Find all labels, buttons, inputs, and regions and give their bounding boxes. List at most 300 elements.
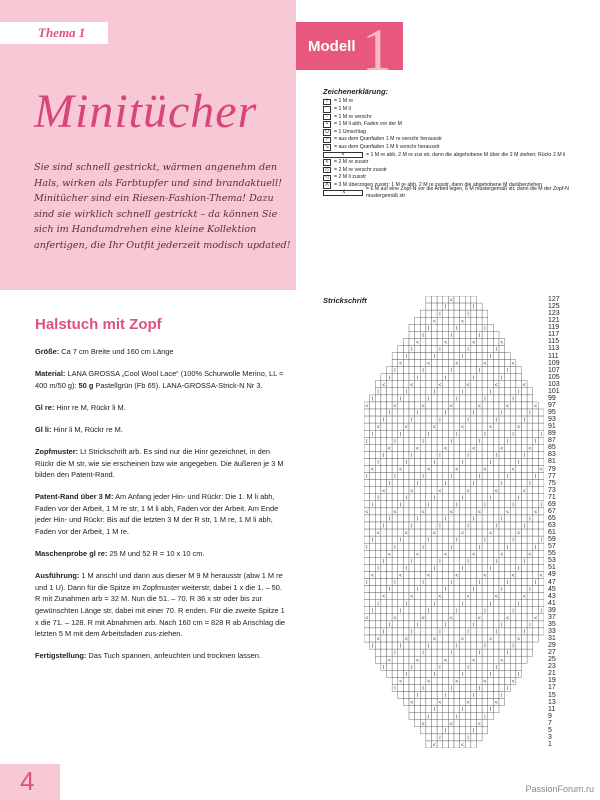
row-number: 39 bbox=[548, 606, 556, 614]
chart-cell bbox=[420, 699, 426, 706]
chart-cell bbox=[471, 607, 477, 614]
chart-cell bbox=[437, 684, 443, 691]
chart-symbol: I bbox=[472, 693, 475, 700]
chart-symbol: I bbox=[529, 481, 531, 488]
chart-cell bbox=[522, 607, 528, 614]
chart-cell bbox=[375, 501, 381, 508]
chart-cell bbox=[387, 487, 393, 494]
chart-cell bbox=[471, 642, 477, 649]
chart-symbol: < bbox=[365, 403, 369, 410]
chart-cell bbox=[460, 593, 466, 600]
chart-cell bbox=[432, 543, 438, 550]
chart-symbol: I bbox=[439, 735, 441, 742]
chart-cell bbox=[409, 409, 415, 416]
chart-cell bbox=[375, 444, 381, 451]
chart-cell bbox=[477, 480, 483, 487]
chart-cell bbox=[493, 649, 499, 656]
chart-cell bbox=[471, 487, 477, 494]
chart-cell bbox=[448, 494, 454, 501]
chart-symbol: I bbox=[388, 516, 391, 523]
chart-cell bbox=[392, 607, 398, 614]
chart-cell bbox=[488, 515, 494, 522]
chart-cell bbox=[471, 734, 477, 741]
chart-symbol: < bbox=[449, 509, 453, 516]
chart-cell bbox=[499, 451, 505, 458]
chart-cell bbox=[493, 466, 499, 473]
chart-cell bbox=[392, 430, 398, 437]
chart-cell bbox=[477, 628, 483, 635]
chart-cell bbox=[420, 466, 426, 473]
chart-cell bbox=[488, 381, 494, 388]
chart-symbol: I bbox=[495, 347, 497, 353]
chart-cell bbox=[527, 642, 533, 649]
chart-cell bbox=[387, 579, 396, 587]
chart-cell bbox=[403, 692, 409, 699]
chart-cell bbox=[527, 430, 533, 437]
chart-cell bbox=[527, 437, 533, 444]
chart-cell bbox=[477, 564, 483, 571]
chart-cell bbox=[375, 656, 381, 663]
chart-cell bbox=[370, 515, 376, 522]
chart-cell bbox=[516, 550, 522, 557]
chart-cell bbox=[381, 458, 387, 465]
chart-symbol: I bbox=[467, 417, 469, 424]
chart-cell bbox=[437, 670, 443, 677]
row-number: 73 bbox=[548, 486, 556, 494]
chart-cell bbox=[448, 324, 454, 331]
legend-row bbox=[323, 98, 588, 106]
chart-cell bbox=[375, 416, 381, 423]
chart-symbol: < bbox=[415, 339, 419, 346]
chart-cell bbox=[432, 656, 438, 663]
chart-symbol: I bbox=[450, 332, 452, 339]
instruction-paragraph bbox=[35, 424, 287, 436]
chart-cell bbox=[471, 543, 477, 550]
chart-cell bbox=[465, 437, 471, 444]
chart-symbol: I bbox=[444, 622, 447, 629]
chart-symbol: I bbox=[439, 558, 441, 565]
chart-cell bbox=[516, 649, 522, 656]
chart-cell bbox=[471, 663, 477, 670]
chart-cell bbox=[443, 635, 449, 642]
chart-symbol: < bbox=[370, 573, 374, 579]
chart-symbol: I bbox=[416, 481, 419, 488]
chart-cell bbox=[538, 579, 544, 586]
chart-cell bbox=[477, 338, 483, 345]
chart-cell bbox=[488, 656, 494, 663]
row-numbers bbox=[548, 296, 578, 748]
chart-symbol: I bbox=[416, 693, 419, 700]
chart-symbol: I bbox=[439, 523, 441, 530]
legend-symbol-icon: ◁ bbox=[323, 175, 331, 182]
chart-cell bbox=[471, 670, 477, 677]
chart-cell bbox=[409, 550, 415, 557]
chart-title: Strickschrift bbox=[323, 296, 367, 305]
chart-cell bbox=[522, 529, 528, 536]
paragraph-label: Ausführung: bbox=[35, 571, 80, 581]
chart-cell bbox=[409, 501, 415, 508]
chart-cell bbox=[415, 416, 421, 423]
legend-text: = 2 M li zusstr bbox=[334, 174, 367, 181]
chart-cell bbox=[471, 494, 477, 501]
chart-symbol: < bbox=[472, 445, 476, 452]
chart-cell bbox=[493, 656, 499, 663]
chart-cell bbox=[454, 402, 460, 409]
chart-symbol: < bbox=[483, 467, 487, 474]
chart-cell bbox=[460, 614, 466, 621]
chart-symbol: I bbox=[501, 693, 503, 700]
legend-text: = 1 M li bbox=[334, 105, 351, 112]
chart-cell bbox=[471, 345, 477, 352]
chart-cell bbox=[527, 494, 533, 501]
chart-cell bbox=[538, 557, 544, 564]
chart-cell bbox=[505, 423, 511, 430]
chart-cell bbox=[381, 649, 387, 656]
chart-cell bbox=[381, 543, 387, 550]
chart-symbol: I bbox=[411, 523, 413, 530]
chart-symbol: < bbox=[517, 530, 521, 537]
chart-cell bbox=[432, 402, 438, 409]
chart-cell bbox=[505, 388, 511, 395]
chart-cell bbox=[398, 522, 404, 529]
chart-symbol: < bbox=[399, 573, 403, 579]
chart-cell bbox=[392, 374, 398, 381]
chart-cell bbox=[454, 692, 460, 699]
chart-cell bbox=[432, 536, 438, 543]
chart-cell bbox=[516, 557, 522, 564]
chart-cell bbox=[465, 727, 471, 734]
chart-cell bbox=[533, 458, 539, 465]
chart-cell bbox=[403, 579, 409, 586]
chart-symbol: < bbox=[472, 339, 476, 346]
chart-cell bbox=[499, 628, 505, 635]
legend-text: = 6 M auf eine Zopf-N vor die Arbeit legen, 6 M mustergemäß str, dann die M der Zopf-N mustergemäß str bbox=[366, 185, 569, 200]
chart-cell bbox=[364, 423, 370, 430]
row-number: 61 bbox=[548, 529, 556, 537]
chart-cell bbox=[499, 345, 505, 352]
chart-cell bbox=[448, 416, 454, 423]
chart-cell bbox=[482, 374, 488, 381]
row-number: 55 bbox=[548, 550, 556, 558]
chart-cell bbox=[516, 466, 522, 473]
chart-cell bbox=[443, 543, 452, 551]
chart-cell bbox=[409, 367, 415, 374]
chart-cell bbox=[370, 508, 376, 515]
chart-cell bbox=[432, 557, 441, 565]
chart-cell bbox=[415, 360, 421, 367]
chart-cell bbox=[488, 543, 494, 550]
chart-cell bbox=[415, 614, 421, 621]
row-number: 41 bbox=[548, 599, 556, 607]
chart-symbol: I bbox=[517, 389, 520, 396]
chart-cell bbox=[409, 388, 415, 395]
chart-cell bbox=[499, 564, 505, 571]
chart-symbol: < bbox=[404, 424, 408, 431]
chart-cell bbox=[370, 423, 376, 430]
chart-cell bbox=[510, 600, 516, 607]
chart-cell bbox=[465, 543, 471, 550]
chart-symbol: < bbox=[427, 573, 431, 579]
chart-symbol: < bbox=[455, 573, 459, 579]
chart-cell bbox=[516, 501, 522, 508]
chart-cell bbox=[398, 487, 404, 494]
chart-cell bbox=[375, 473, 381, 480]
chart-cell bbox=[460, 713, 466, 720]
chart-cell bbox=[482, 353, 488, 360]
chart-cell bbox=[443, 451, 449, 458]
chart-cell bbox=[443, 353, 449, 360]
chart-cell bbox=[387, 430, 393, 437]
chart-cell bbox=[392, 663, 398, 670]
chart-cell bbox=[426, 345, 432, 352]
chart-cell bbox=[437, 586, 443, 593]
chart-cell bbox=[522, 395, 528, 402]
chart-cell bbox=[437, 692, 443, 699]
chart-cell bbox=[448, 642, 454, 649]
row-number: 19 bbox=[548, 677, 556, 685]
chart-cell bbox=[403, 473, 409, 480]
chart-cell bbox=[426, 649, 432, 656]
chart-cell bbox=[516, 367, 522, 374]
chart-cell bbox=[432, 501, 438, 508]
chart-symbol: < bbox=[500, 339, 504, 346]
chart-cell bbox=[477, 713, 486, 721]
chart-cell bbox=[465, 670, 471, 677]
chart-cell bbox=[437, 741, 443, 748]
chart-cell bbox=[522, 501, 528, 508]
chart-cell bbox=[522, 494, 528, 501]
chart-cell bbox=[482, 656, 488, 663]
chart-cell bbox=[482, 663, 488, 670]
chart-cell bbox=[499, 487, 505, 494]
chart-cell bbox=[375, 480, 381, 487]
chart-cell bbox=[448, 628, 454, 635]
chart-cell bbox=[443, 720, 449, 727]
chart-symbol: I bbox=[472, 481, 475, 488]
chart-cell bbox=[510, 663, 516, 670]
chart-cell bbox=[432, 395, 438, 402]
chart-symbol: I bbox=[489, 671, 492, 678]
chart-cell bbox=[420, 642, 426, 649]
row-number: 69 bbox=[548, 500, 556, 508]
chart-symbol: I bbox=[467, 347, 469, 353]
chart-cell bbox=[465, 402, 471, 409]
row-number: 105 bbox=[548, 373, 560, 381]
chart-cell bbox=[516, 621, 522, 628]
chart-cell bbox=[471, 353, 477, 360]
chart-cell bbox=[381, 607, 387, 614]
chart-cell bbox=[364, 536, 370, 543]
chart-cell bbox=[432, 473, 438, 480]
chart-cell bbox=[499, 388, 505, 395]
chart-cell bbox=[499, 557, 505, 564]
chart-cell bbox=[381, 586, 387, 593]
chart-symbol: I bbox=[472, 410, 475, 417]
chart-cell bbox=[505, 360, 511, 367]
chart-cell bbox=[426, 734, 432, 741]
chart-cell bbox=[398, 692, 404, 699]
chart-cell bbox=[454, 508, 460, 515]
chart-cell bbox=[403, 451, 409, 458]
chart-cell bbox=[488, 437, 494, 444]
chart-cell bbox=[510, 381, 516, 388]
chart-cell bbox=[426, 374, 432, 381]
chart-cell bbox=[460, 579, 466, 586]
chart-symbol: I bbox=[377, 601, 379, 608]
chart-cell bbox=[460, 501, 466, 508]
chart-cell bbox=[415, 579, 424, 587]
chart-cell bbox=[432, 451, 441, 459]
chart-cell bbox=[522, 586, 531, 594]
chart-cell bbox=[448, 621, 454, 628]
chart-cell bbox=[477, 692, 483, 699]
chart-cell bbox=[454, 367, 460, 374]
chart-symbol: < bbox=[449, 403, 453, 410]
row-number: 65 bbox=[548, 514, 556, 522]
knitting-chart bbox=[364, 296, 544, 748]
chart-cell bbox=[375, 543, 381, 550]
chart-symbol: I bbox=[439, 417, 441, 424]
chart-cell bbox=[454, 345, 460, 352]
chart-cell bbox=[448, 571, 454, 578]
chart-symbol: I bbox=[371, 643, 374, 650]
chart-symbol: I bbox=[467, 452, 469, 459]
row-number: 21 bbox=[548, 670, 556, 678]
chart-cell bbox=[471, 466, 477, 473]
chart-cell bbox=[505, 670, 511, 677]
chart-cell bbox=[443, 734, 449, 741]
chart-cell bbox=[398, 593, 404, 600]
chart-cell bbox=[392, 451, 398, 458]
chart-symbol: < bbox=[432, 636, 436, 643]
chart-symbol: I bbox=[506, 650, 509, 657]
chart-symbol: I bbox=[456, 502, 458, 509]
chart-symbol: I bbox=[484, 502, 486, 509]
chart-cell bbox=[465, 501, 471, 508]
chart-cell bbox=[448, 338, 454, 345]
chart-cell bbox=[488, 607, 494, 614]
chart-cell bbox=[387, 494, 393, 501]
chart-cell bbox=[392, 444, 398, 451]
chart-cell bbox=[448, 550, 454, 557]
chart-cell bbox=[403, 677, 409, 684]
chart-symbol: I bbox=[512, 537, 514, 544]
chart-cell bbox=[426, 593, 432, 600]
chart-cell bbox=[432, 720, 438, 727]
chart-cell bbox=[415, 564, 421, 571]
chart-cell bbox=[415, 706, 421, 713]
chart-cell bbox=[370, 437, 376, 444]
chart-cell bbox=[510, 480, 516, 487]
chart-cell bbox=[437, 444, 443, 451]
chart-cell bbox=[398, 402, 404, 409]
chart-cell bbox=[392, 586, 398, 593]
chart-cell bbox=[460, 324, 466, 331]
chart-cell bbox=[364, 416, 370, 423]
chart-cell bbox=[409, 656, 415, 663]
chart-symbol: I bbox=[529, 587, 531, 594]
chart-cell bbox=[538, 586, 544, 593]
row-number: 23 bbox=[548, 663, 556, 671]
chart-cell bbox=[460, 402, 466, 409]
chart-cell bbox=[533, 501, 542, 509]
chart-symbol: I bbox=[472, 587, 475, 594]
chart-cell bbox=[398, 494, 407, 502]
chart-cell bbox=[409, 713, 415, 720]
chart-symbol: < bbox=[438, 594, 442, 601]
chart-cell bbox=[392, 423, 398, 430]
chart-cell bbox=[516, 487, 522, 494]
row-number: 77 bbox=[548, 472, 556, 480]
chart-cell bbox=[482, 388, 488, 395]
chart-cell bbox=[493, 571, 499, 578]
row-number: 13 bbox=[548, 698, 556, 706]
chart-symbol: < bbox=[477, 615, 481, 622]
chart-symbol: I bbox=[512, 396, 514, 403]
chart-cell bbox=[488, 480, 494, 487]
chart-cell bbox=[437, 543, 443, 550]
chart-cell bbox=[443, 663, 449, 670]
paragraph-text: LANA GROSSA „Cool Wool Lace“ (100% Schurwolle Merino, LL = 400 m/50 g): bbox=[35, 369, 284, 390]
chart-cell bbox=[527, 508, 533, 515]
legend-row bbox=[323, 113, 588, 121]
chart-cell bbox=[448, 699, 454, 706]
chart-cell bbox=[465, 338, 471, 345]
chart-cell bbox=[398, 656, 404, 663]
chart-cell bbox=[488, 614, 494, 621]
paragraph-text: Hinr re M, Rückr li M. bbox=[54, 402, 126, 412]
chart-cell bbox=[538, 522, 544, 529]
chart-cell bbox=[471, 614, 477, 621]
chart-cell bbox=[454, 529, 460, 536]
chart-cell bbox=[448, 374, 454, 381]
row-number: 47 bbox=[548, 578, 556, 586]
chart-cell bbox=[398, 670, 407, 678]
chart-cell bbox=[426, 367, 432, 374]
chart-symbol: I bbox=[489, 354, 492, 361]
chart-cell bbox=[499, 522, 505, 529]
chart-cell bbox=[527, 614, 533, 621]
chart-cell bbox=[443, 649, 452, 657]
row-number: 45 bbox=[548, 585, 556, 593]
chart-cell bbox=[432, 430, 438, 437]
chart-cell bbox=[375, 508, 381, 515]
chart-cell bbox=[465, 621, 471, 628]
chart-cell bbox=[493, 670, 499, 677]
chart-symbol: < bbox=[387, 551, 391, 558]
chart-cell bbox=[477, 663, 483, 670]
chart-cell bbox=[448, 317, 454, 324]
chart-cell bbox=[364, 515, 370, 522]
chart-cell bbox=[510, 550, 516, 557]
legend-text: = 2 M re verschr zusstr bbox=[334, 166, 387, 173]
chart-symbol: I bbox=[382, 417, 385, 424]
chart-cell bbox=[510, 656, 516, 663]
chart-symbol: < bbox=[455, 678, 459, 685]
chart-cell bbox=[522, 600, 528, 607]
chart-cell bbox=[471, 367, 477, 374]
chart-cell bbox=[364, 557, 370, 564]
chart-cell bbox=[437, 713, 443, 720]
chart-symbol: I bbox=[478, 368, 481, 375]
chart-cell bbox=[392, 409, 398, 416]
chart-symbol: I bbox=[405, 495, 407, 502]
chart-cell bbox=[482, 423, 488, 430]
chart-cell bbox=[488, 466, 494, 473]
chart-cell bbox=[477, 656, 483, 663]
chart-symbol: I bbox=[433, 495, 436, 502]
chart-cell bbox=[505, 677, 511, 684]
